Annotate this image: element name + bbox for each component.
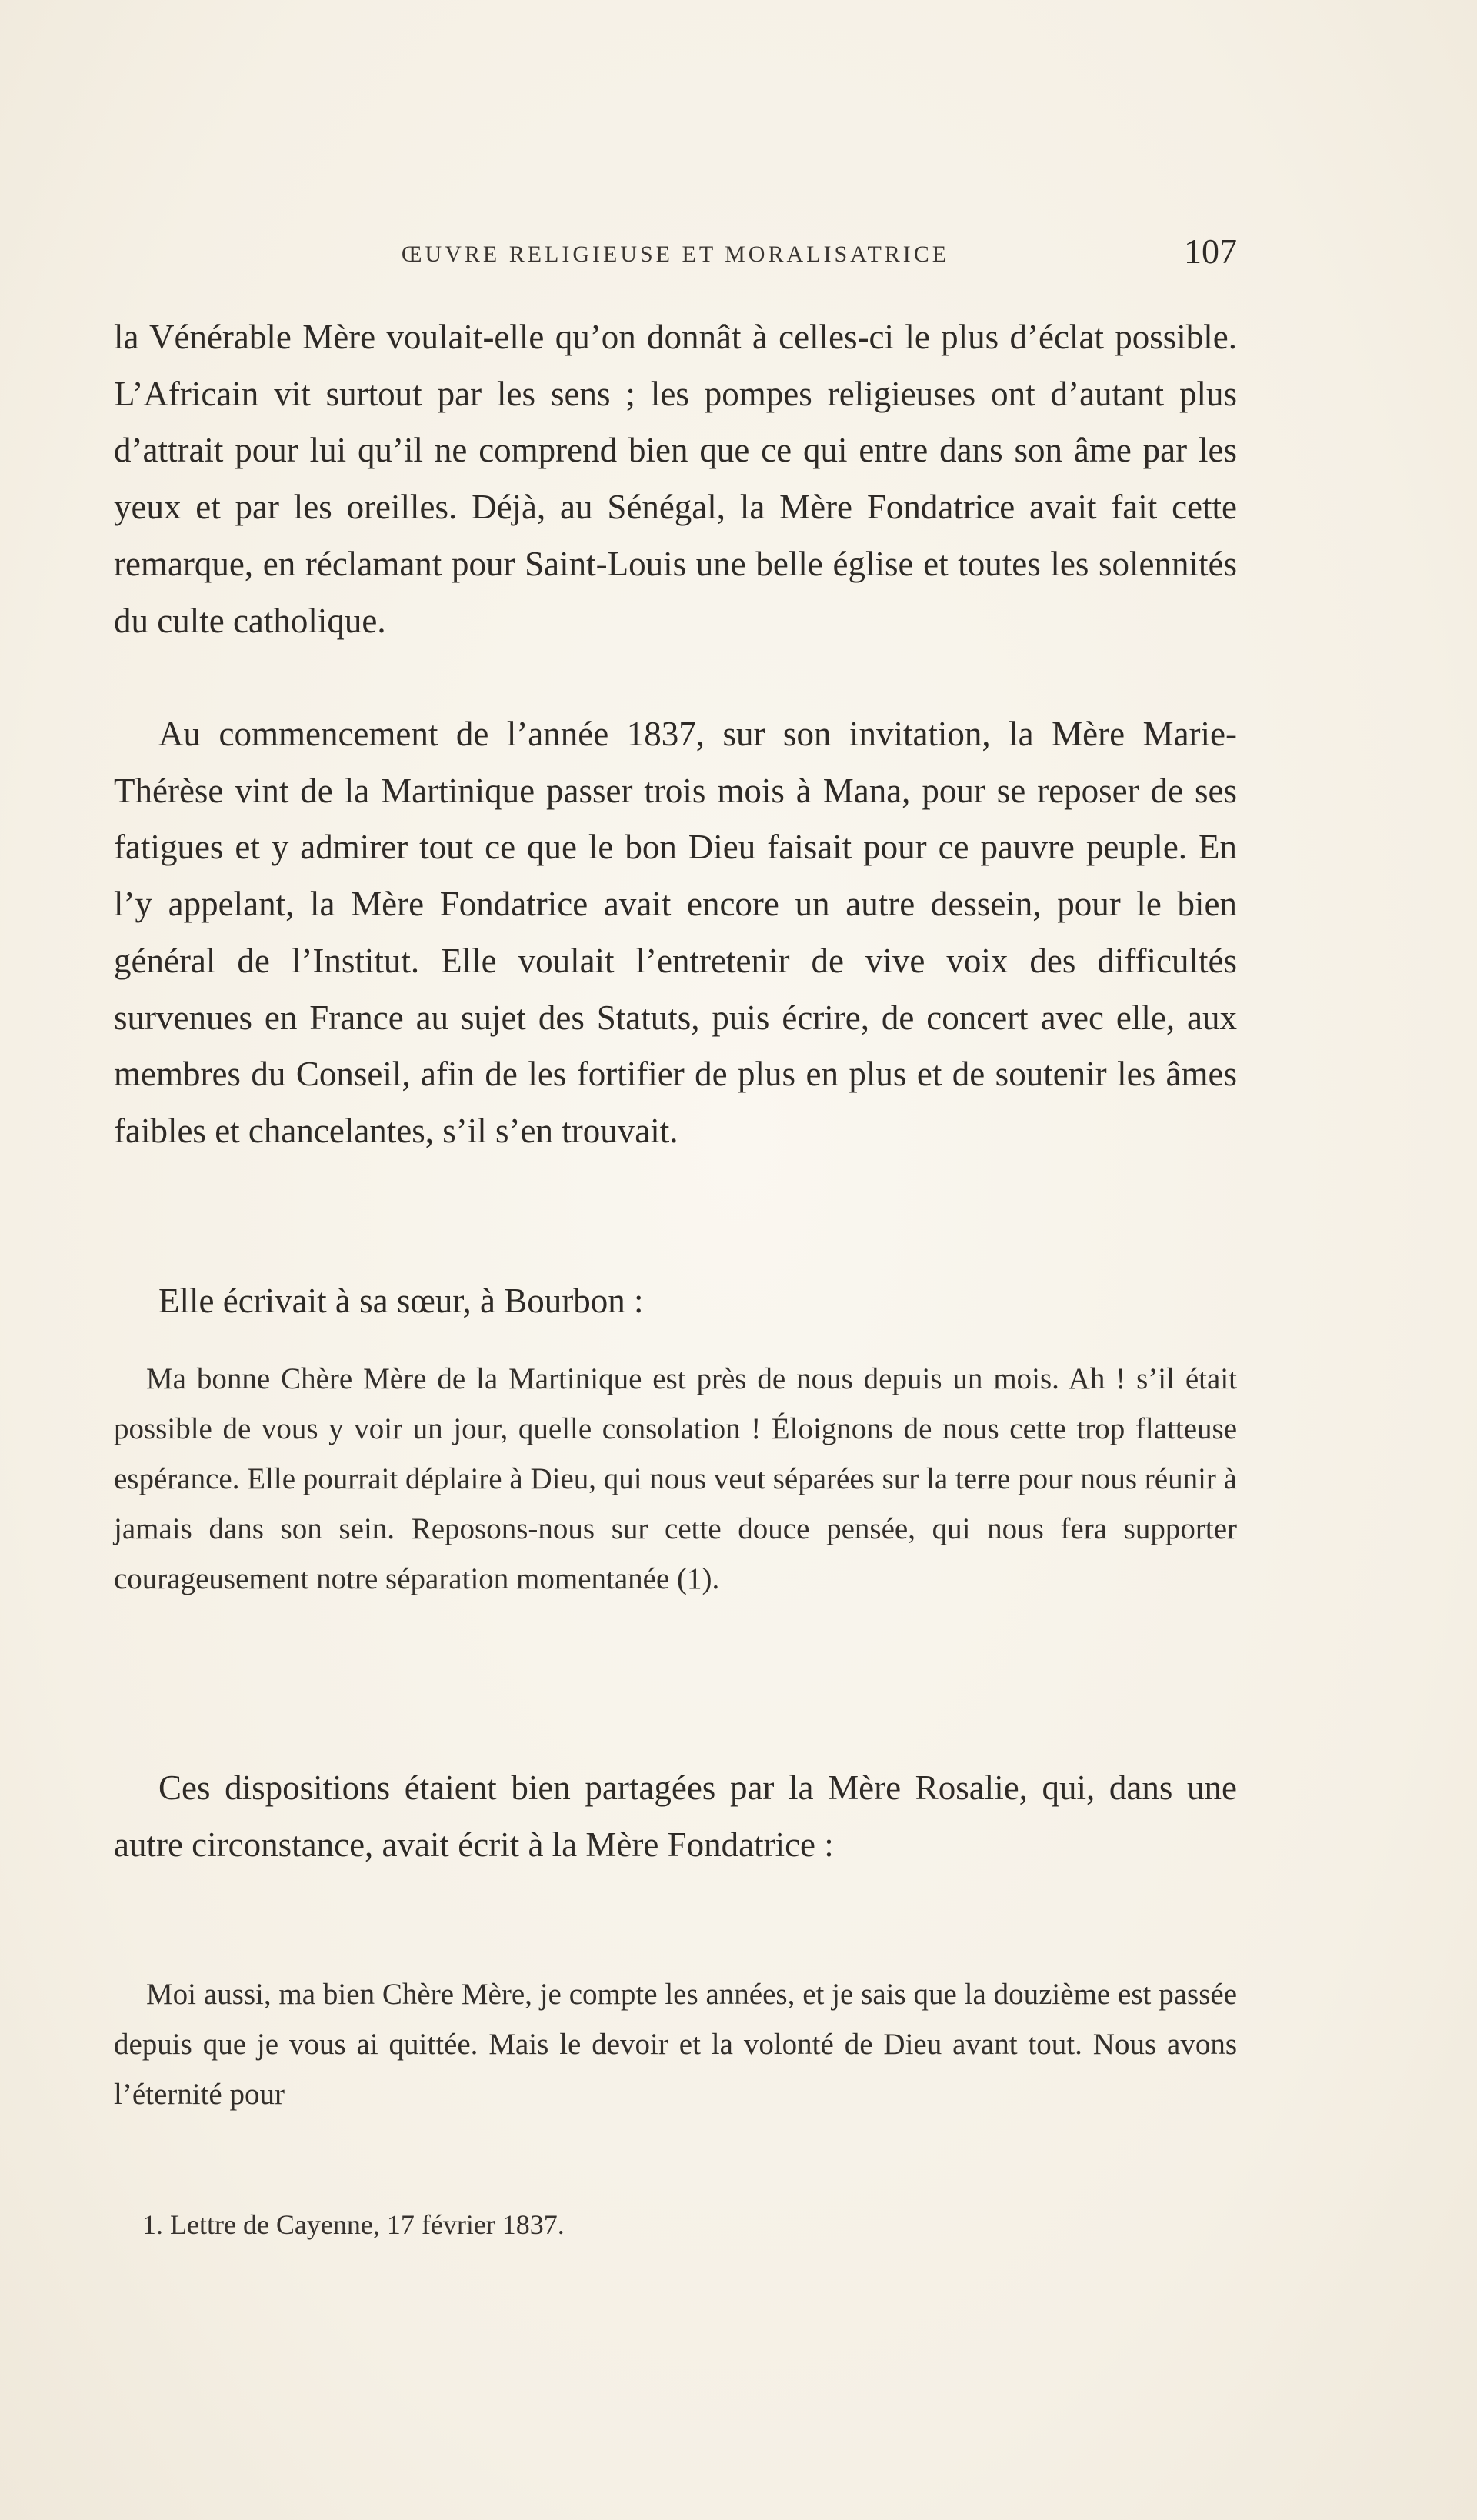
block-quote-1: Ma bonne Chère Mère de la Martinique est près de nous depuis un mois. Ah ! s’il était possible de vous y voir un jour, quelle consolation ! Éloignons de nous cette trop flatteuse espérance. Elle pourrait déplaire à Dieu, qui nous veut séparées sur la terre pour nous réunir à jamais dans son sein. Reposons-nous sur cette douce pensée, qui nous fera supporter courageusement notre séparation momentanée (1). [114, 1362, 1237, 1595]
footnote: 1. Lettre de Cayenne, 17 février 1837. [142, 2209, 565, 2240]
paragraph-2: Au commencement de l’année 1837, sur son invitation, la Mère Marie-Thérèse vint de la Martinique passer trois mois à Mana, pour se reposer de ses fatigues et y admirer tout ce que le bon Dieu faisait pour ce pauvre peuple. En l’y appelant, la Mère Fondatrice avait encore un autre dessein, pour le bien général de l’Institut. Elle voulait l’entretenir de vive voix des difficultés survenues en France au sujet des Statuts, puis écrire, de concert avec elle, aux membres du Conseil, afin de les fortifier de plus en plus et de soutenir les âmes faibles et chancelantes, s’il s’en trouvait. [114, 715, 1237, 1150]
paragraph-4: Ces dispositions étaient bien partagées par la Mère Rosalie, qui, dans une autre circonstance, avait écrit à la Mère Fondatrice : [114, 1768, 1237, 1864]
page-header [114, 231, 1237, 277]
paragraph-3: Elle écrivait à sa sœur, à Bourbon : [158, 1282, 644, 1320]
page-number: 107 [1184, 232, 1237, 271]
running-head: ŒUVRE RELIGIEUSE ET MORALISATRICE [401, 242, 950, 267]
block-quote-2: Moi aussi, ma bien Chère Mère, je compte les années, et je sais que la douzième est passée depuis que je vous ai quittée. Mais le devoir et la volonté de Dieu avant tout. Nous avons l’éternité pour [114, 1978, 1237, 2111]
paragraph-1: la Vénérable Mère voulait-elle qu’on donnât à celles-ci le plus d’éclat possible. L’Africain vit surtout par les sens ; les pompes religieuses ont d’autant plus d’attrait pour lui qu’il ne comprend bien que ce qui entre dans son âme par les yeux et par les oreilles. Déjà, au Sénégal, la Mère Fondatrice avait fait cette remarque, en réclamant pour Saint-Louis une belle église et toutes les solennités du culte catholique. [114, 318, 1237, 640]
